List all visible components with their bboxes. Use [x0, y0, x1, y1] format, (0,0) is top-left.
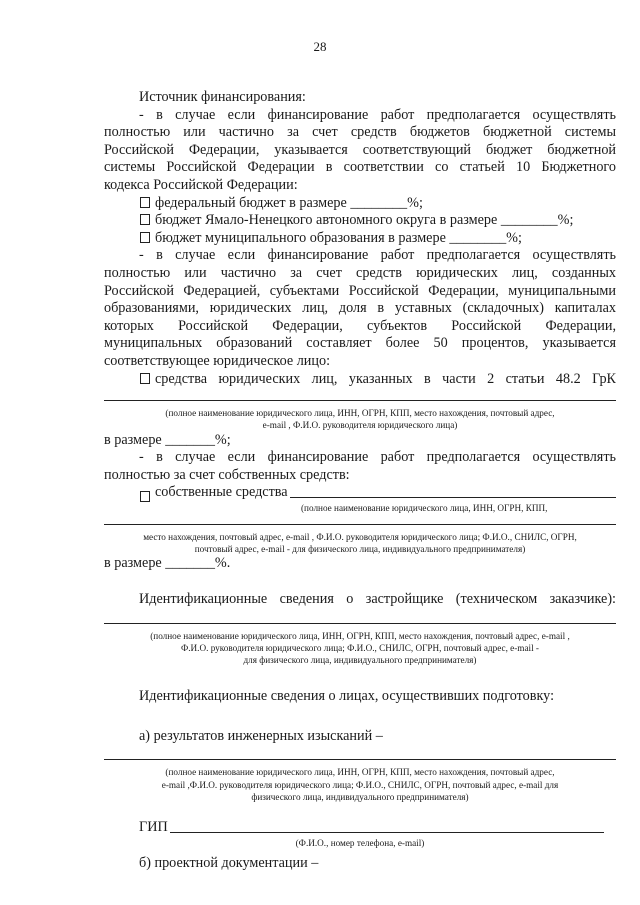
- yanao-budget-label: бюджет Ямало-Ненецкого автономного округа в размере ________%;: [155, 212, 574, 229]
- legal-funds-checkbox[interactable]: [140, 373, 150, 384]
- own-funds-amount[interactable]: в размере _______%.: [104, 555, 231, 572]
- surveys-caption: (полное наименование юридического лица, ИНН, ОГРН, КПП, место нахождения, почтовый адрес,: [165, 767, 555, 778]
- municipal-budget-checkbox[interactable]: [140, 232, 150, 243]
- own-funds-option[interactable]: [104, 484, 616, 502]
- own-funds-caption: место нахождения, почтовый адрес, e-mail , Ф.И.О. руководителя юридического лица; Ф.И.О., СНИЛС, ОГРН,: [143, 532, 577, 543]
- legal-entity-case-text: которых Российской Федерации, субъектов Российской Федерации,: [104, 317, 616, 334]
- developer-caption: для физического лица, индивидуального предпринимателя): [243, 655, 477, 666]
- legal-entity-case-text: соответствующее юридическое лицо:: [104, 352, 331, 369]
- federal-budget-label: федеральный бюджет в размере ________%;: [155, 194, 423, 211]
- legal-funds-option[interactable]: [104, 371, 616, 389]
- budget-case-text: - в случае если финансирование работ предполагается осуществлять: [139, 106, 616, 123]
- funding-source-heading: Источник финансирования:: [139, 89, 306, 105]
- legal-entity-case-text: полностью или частично за счет средств юридических лиц, созданных: [104, 264, 616, 281]
- federal-budget-checkbox[interactable]: [140, 197, 150, 208]
- own-funds-case-text: полностью за счет собственных средств:: [104, 466, 350, 483]
- legal-entity-case-text: - в случае если финансирование работ предполагается осуществлять: [139, 247, 616, 264]
- yanao-budget-option[interactable]: [104, 212, 616, 230]
- project-docs-label: б) проектной документации –: [139, 854, 319, 871]
- gip-label: ГИП: [139, 819, 168, 836]
- developer-caption: Ф.И.О. руководителя юридического лица; Ф.И.О., СНИЛС, ОГРН, почтовый адрес, e-mail -: [180, 642, 539, 653]
- budget-case-text: кодекса Российской Федерации:: [104, 176, 298, 193]
- legal-entity-case-text: муниципальных образований составляет более 50 процентов, указывается: [104, 335, 616, 352]
- legal-entity-caption: (полное наименование юридического лица, ИНН, ОГРН, КПП, место нахождения, почтовый адрес,: [165, 408, 555, 419]
- surveys-label: а) результатов инженерных изысканий –: [139, 727, 383, 744]
- yanao-budget-checkbox[interactable]: [140, 214, 150, 225]
- municipal-budget-option[interactable]: [104, 230, 616, 248]
- budget-case-text: Российской Федерации, указывается соответствующий бюджет бюджетной: [104, 141, 616, 158]
- surveys-caption: e-mail ,Ф.И.О. руководителя юридического лица; Ф.И.О., СНИЛС, ОГРН, почтовый адрес, e-mail для: [161, 779, 559, 790]
- own-funds-checkbox[interactable]: [140, 491, 150, 502]
- own-funds-label: собственные средства: [155, 484, 288, 501]
- gip-row: [104, 819, 616, 837]
- own-funds-caption: почтовый адрес, e-mail - для физического лица, индивидуального предпринимателя): [194, 544, 526, 555]
- surveys-caption: физического лица, индивидуального предпринимателя): [251, 791, 469, 802]
- legal-funds-amount[interactable]: в размере _______%;: [104, 431, 231, 448]
- page-number: 28: [313, 39, 327, 54]
- legal-funds-label: средства юридических лиц, указанных в части 2 статьи 48.2 ГрК: [155, 370, 616, 387]
- budget-case-text: системы Российской Федерации в соответствии со статьей 10 Бюджетного: [104, 159, 616, 176]
- own-funds-fill-line[interactable]: [290, 497, 616, 498]
- developer-caption: (полное наименование юридического лица, ИНН, ОГРН, КПП, место нахождения, почтовый адрес, e-mail ,: [150, 630, 570, 641]
- document-body: [104, 89, 616, 872]
- municipal-budget-label: бюджет муниципального образования в размере ________%;: [155, 229, 522, 246]
- gip-caption: (Ф.И.О., номер телефона, e-mail): [295, 837, 425, 848]
- developer-heading: Идентификационные сведения о застройщике (техническом заказчике):: [139, 591, 616, 608]
- own-funds-case-text: - в случае если финансирование работ предполагается осуществлять: [139, 449, 616, 466]
- legal-entity-case-text: Российской Федерацией, субъектами Российской Федерации, муниципальными: [104, 282, 616, 299]
- legal-entity-case-text: образованиями, юридических лиц, доля в уставных (складочных) капиталах: [104, 300, 616, 317]
- legal-entity-caption: e-mail , Ф.И.О. руководителя юридического лица): [262, 420, 458, 431]
- federal-budget-option[interactable]: [104, 195, 616, 213]
- gip-fill-line[interactable]: [170, 832, 604, 833]
- preparers-heading: Идентификационные сведения о лицах, осуществивших подготовку:: [139, 688, 555, 705]
- own-funds-caption: (полное наименование юридического лица, ИНН, ОГРН, КПП,: [301, 502, 548, 513]
- budget-case-text: полностью или частично за счет средств бюджетов бюджетной системы: [104, 124, 616, 141]
